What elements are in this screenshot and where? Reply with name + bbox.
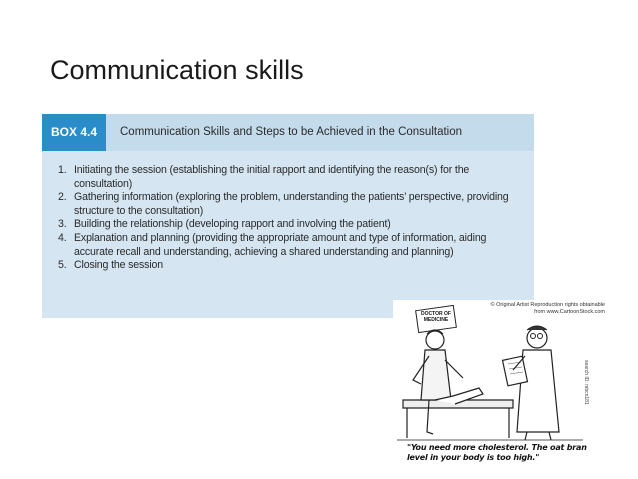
info-box-header — [42, 114, 534, 151]
list-item-number: 1. — [58, 164, 67, 176]
cartoon-credit: © Original Artist Reproduction rights obtainable from www.CartoonStock.com — [490, 302, 605, 315]
cartoon-caption: "You need more cholesterol. The oat bran level in your body is too high." — [407, 443, 587, 462]
list-item — [58, 191, 528, 218]
list-item-number: 4. — [58, 231, 67, 244]
box-title: Communication Skills and Steps to be Achieved in the Consultation — [120, 126, 463, 138]
steps-list — [58, 164, 528, 273]
list-item-text: Explanation and planning (providing the appropriate amount and type of information, aiding accurate recall and understanding, achieving a shared understanding and planning) — [74, 231, 487, 258]
doctor-sign-text: DOCTOR OF MEDICINE — [421, 311, 451, 323]
slide-title: Communication skills — [50, 55, 304, 85]
list-item-text: Gathering information (exploring the problem, understanding the patients’ perspective, providing structure to the consultation) — [74, 191, 509, 217]
box-number-badge: BOX 4.4 — [42, 114, 106, 151]
cartoon-search-id: search ID: mbcn181 — [583, 360, 589, 405]
patient-gown — [421, 350, 451, 400]
list-item-number: 5. — [58, 259, 67, 272]
list-item-text: Closing the session — [74, 259, 164, 272]
doctor-hair — [527, 326, 547, 330]
list-item-text: Building the relationship (developing rapport and involving the patient) — [74, 218, 391, 231]
list-item — [58, 164, 528, 191]
list-item-number: 3. — [58, 218, 67, 231]
list-item-number: 2. — [58, 191, 67, 204]
patient-head — [426, 331, 444, 349]
list-item-text: Initiating the session (establishing the initial rapport and identifying the reason(s) for the consultation) — [74, 164, 470, 190]
list-item — [58, 232, 528, 259]
doctor-legs — [525, 432, 551, 440]
info-box — [42, 114, 534, 318]
list-item — [58, 218, 528, 232]
cartoon-image — [393, 300, 607, 476]
list-item — [58, 259, 528, 273]
doctor-head — [527, 328, 547, 348]
